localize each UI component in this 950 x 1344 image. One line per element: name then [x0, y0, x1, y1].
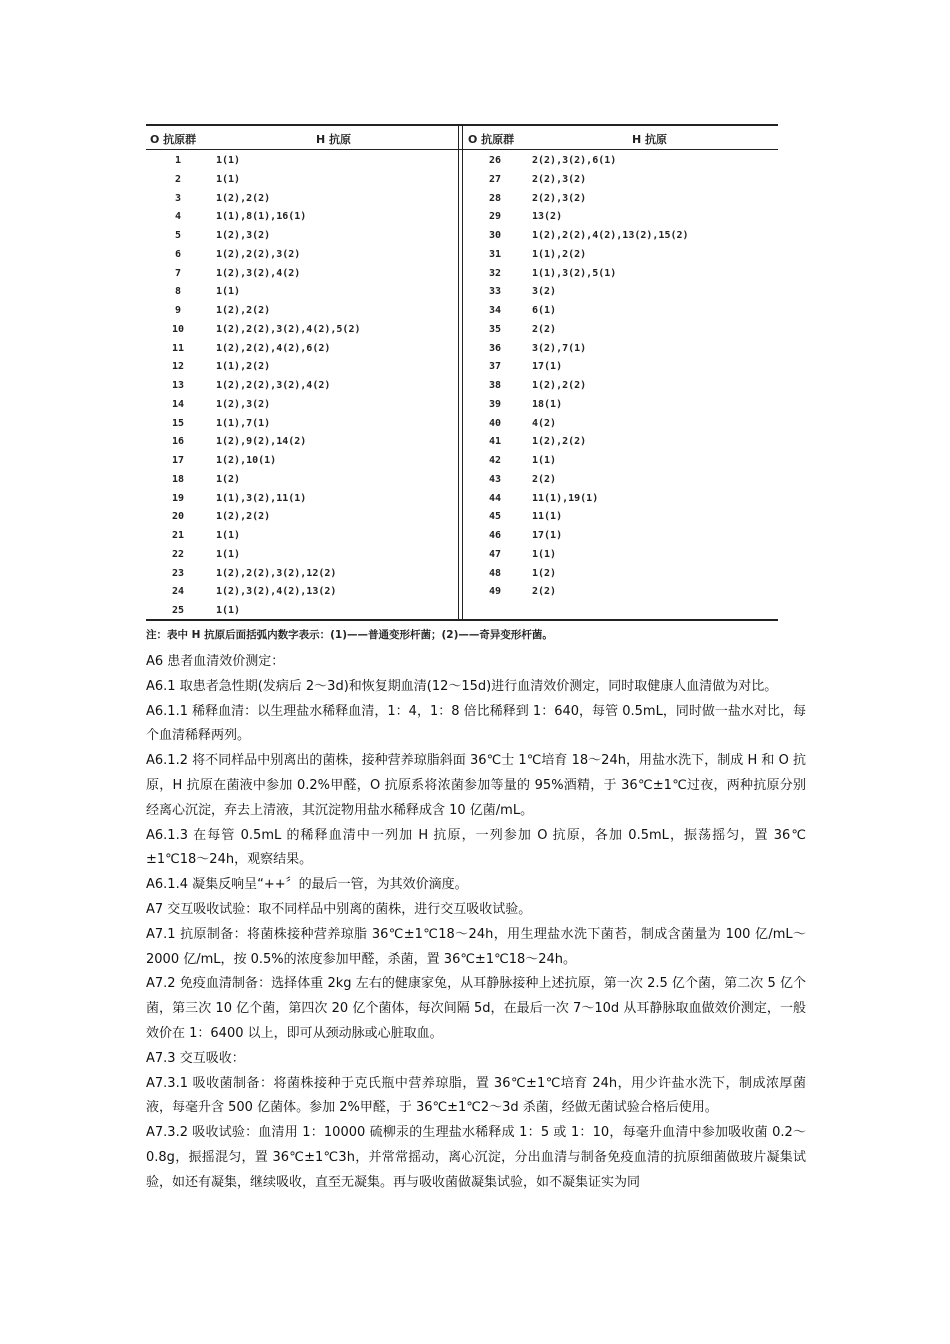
h-antigen-cell: 1(2),2(2),3(2),12(2) [216, 567, 337, 579]
table-row [146, 209, 563, 228]
paragraph: A6.1.2 将不同样品中别离出的菌株，接种营养琼脂斜面 36℃士 1℃培育 18～24h，用盐水洗下，制成 H 和 O 抗原，H 抗原在菌液中参加 0.2%甲醛，O 抗原系将浓菌参加等量的 95%酒精，于 36℃±1℃过夜，两种抗原分别经离心沉淀，弃去上清液，其沉淀物用盐水稀释成含 10 亿菌/mL。 [146, 753, 806, 818]
h-antigen-cell: 1(2),2(2),3(2),4(2),5(2) [216, 323, 361, 335]
h-antigen-cell: 1(1) [216, 286, 241, 298]
table-row [146, 566, 557, 585]
table-row [146, 153, 617, 172]
h-antigen-cell: 1(2),2(2),3(2),4(2) [216, 380, 331, 391]
table-row [146, 303, 557, 322]
h-antigen-cell: 1(2),2(2) [532, 380, 587, 391]
header-o-group-right: O 抗原群 [468, 133, 515, 146]
h-antigen-cell: 1(1),8(1),16(1) [216, 211, 307, 223]
h-antigen-cell: 1(1),2(2) [532, 248, 587, 260]
h-antigen-cell: 2(2),3(2),6(1) [532, 155, 617, 166]
h-antigen-cell: 1(2),2(2) [532, 436, 587, 448]
h-antigen-cell: 1(1) [216, 530, 241, 541]
table-divider-right [462, 124, 463, 621]
o-group-cell: 23 [171, 567, 185, 579]
o-group-cell: 5 [174, 230, 182, 241]
o-group-cell: 8 [174, 286, 182, 298]
h-antigen-cell: 2(2) [532, 586, 557, 598]
o-group-cell: 31 [488, 248, 502, 260]
h-antigen-cell: 2(2),3(2) [532, 192, 587, 204]
table-row [146, 584, 557, 603]
header-h-antigen-right: H 抗原 [632, 133, 668, 146]
table-row [146, 378, 587, 397]
header-h-antigen-left: H 抗原 [316, 133, 352, 146]
o-group-cell: 6 [174, 248, 182, 260]
body-text [146, 650, 806, 1196]
table-row [146, 528, 563, 547]
table-row [146, 434, 587, 453]
h-antigen-cell: 6(1) [532, 305, 557, 316]
table-row [146, 322, 557, 341]
table-row [146, 359, 563, 378]
table-note: 注：表中 H 抗原后面括弧内数字表示：(1)——普通变形杆菌；(2)——奇异变形杆菌。 [146, 629, 553, 641]
h-antigen-cell: 1(1),7(1) [216, 417, 271, 429]
paragraph: A6.1.4 凝集反响呈“++〞的最后一管，为其效价滴度。 [146, 877, 468, 893]
paragraph: A6.1.1 稀释血清：以生理盐水稀释血清，1：4，1：8 倍比稀释到 1：640，每管 0.5mL，同时做一盐水对比，每个血清稀释两列。 [146, 703, 806, 744]
table-divider-left [458, 124, 459, 621]
o-group-cell: 14 [171, 398, 185, 410]
o-group-cell: 1 [174, 155, 182, 166]
h-antigen-cell: 1(2),3(2),4(2) [216, 267, 301, 279]
table-row [146, 491, 599, 510]
h-antigen-cell: 13(2) [532, 211, 563, 223]
o-group-cell: 11 [171, 342, 185, 354]
h-antigen-cell: 3(2) [532, 286, 557, 298]
o-group-cell: 48 [488, 567, 502, 579]
h-antigen-cell: 1(1) [216, 173, 241, 185]
table-row [146, 472, 557, 491]
o-group-cell: 24 [171, 586, 185, 598]
o-group-cell: 21 [171, 530, 185, 541]
h-antigen-cell: 2(2) [532, 473, 557, 485]
h-antigen-cell: 1(2),3(2),4(2),13(2) [216, 586, 337, 598]
table-row [146, 453, 557, 472]
h-antigen-cell: 1(2) [532, 567, 557, 579]
o-group-cell: 16 [171, 436, 185, 448]
o-group-cell: 26 [488, 155, 502, 166]
table-row [146, 341, 587, 360]
h-antigen-cell: 1(2),2(2),4(2),6(2) [216, 342, 331, 354]
h-antigen-cell: 1(2),3(2) [216, 398, 271, 410]
o-group-cell: 39 [488, 398, 502, 410]
paragraph: A6.1.3 在每管 0.5mL 的稀释血清中一列加 H 抗原，一列参加 O 抗原，各加 0.5mL，振荡摇匀，置 36℃±1℃18～24h，观察结果。 [146, 827, 806, 868]
table-row [146, 266, 617, 285]
h-antigen-cell: 1(2),2(2) [216, 511, 271, 523]
o-group-cell: 30 [488, 230, 502, 241]
h-antigen-cell: 1(1) [216, 548, 241, 560]
table-row [146, 547, 557, 566]
o-group-cell: 44 [488, 492, 502, 504]
o-group-cell: 10 [171, 323, 185, 335]
h-antigen-cell: 1(2),9(2),14(2) [216, 436, 307, 448]
o-group-cell: 40 [488, 417, 502, 429]
o-group-cell: 4 [174, 211, 182, 223]
h-antigen-cell: 1(2),3(2) [216, 230, 271, 241]
h-antigen-cell: 1(1),3(2),5(1) [532, 267, 617, 279]
o-group-cell: 7 [174, 267, 182, 279]
o-group-cell: 46 [488, 530, 502, 541]
o-group-cell: 3 [174, 192, 182, 204]
h-antigen-cell: 11(1) [532, 511, 563, 523]
o-group-cell: 41 [488, 436, 502, 448]
o-group-cell: 45 [488, 511, 502, 523]
o-group-cell: 28 [488, 192, 502, 204]
paragraph: A6.1 取患者急性期(发病后 2～3d)和恢复期血清(12～15d)进行血清效价测定，同时取健康人血清做为对比。 [146, 678, 778, 694]
o-group-cell: 20 [171, 511, 185, 523]
h-antigen-cell: 18(1) [532, 398, 563, 410]
h-antigen-cell: 1(2),2(2),4(2),13(2),15(2) [532, 230, 689, 241]
antigen-table-figure [146, 124, 778, 624]
table-row [146, 228, 689, 247]
h-antigen-cell: 2(2),3(2) [532, 173, 587, 185]
o-group-cell: 43 [488, 473, 502, 485]
paragraph: A7.3.2 吸收试验：血清用 1：10000 硫柳汞的生理盐水稀释成 1：5 或 1：10，每毫升血清中参加吸收菌 0.2～0.8g，振摇混匀，置 36℃±1℃3h，并常常摇动，离心沉淀，分出血清与制备免疫血清的抗原细菌做玻片凝集试验，如还有凝集，继续吸收，直至无凝集。再与吸收菌做凝集试验，如不凝集证实为同 [146, 1125, 806, 1190]
o-group-cell: 25 [171, 605, 185, 616]
h-antigen-cell: 1(2),10(1) [216, 455, 277, 466]
h-antigen-cell: 1(1) [532, 548, 557, 560]
h-antigen-cell: 1(2),2(2),3(2) [216, 248, 301, 260]
h-antigen-cell: 11(1),19(1) [532, 492, 599, 504]
o-group-cell: 13 [171, 380, 185, 391]
o-group-cell: 9 [174, 305, 182, 316]
o-group-cell: 32 [488, 267, 502, 279]
h-antigen-cell: 4(2) [532, 417, 557, 429]
h-antigen-cell: 1(2) [216, 473, 241, 485]
o-group-cell: 12 [171, 361, 185, 373]
o-group-cell: 27 [488, 173, 502, 185]
o-group-cell: 38 [488, 380, 502, 391]
o-group-cell: 17 [171, 455, 185, 466]
table-row [146, 191, 587, 210]
o-group-cell: 37 [488, 361, 502, 373]
h-antigen-cell: 2(2) [532, 323, 557, 335]
o-group-cell: 47 [488, 548, 502, 560]
o-group-cell: 18 [171, 473, 185, 485]
h-antigen-cell: 1(1),2(2) [216, 361, 271, 373]
o-group-cell: 42 [488, 455, 502, 466]
table-row [146, 284, 557, 303]
o-group-cell: 19 [171, 492, 185, 504]
h-antigen-cell: 1(1) [216, 155, 241, 166]
table-row [146, 172, 587, 191]
o-group-cell: 22 [171, 548, 185, 560]
h-antigen-cell: 17(1) [532, 361, 563, 373]
h-antigen-cell: 1(2),2(2) [216, 305, 271, 316]
o-group-cell: 15 [171, 417, 185, 429]
table-row [146, 416, 557, 435]
h-antigen-cell: 3(2),7(1) [532, 342, 587, 354]
o-group-cell: 2 [174, 173, 182, 185]
h-antigen-cell: 1(1) [216, 605, 241, 616]
o-group-cell: 35 [488, 323, 502, 335]
h-antigen-cell: 1(1) [532, 455, 557, 466]
paragraph: A7.3.1 吸收菌制备：将菌株接种于克氏瓶中营养琼脂，置 36℃±1℃培育 24h，用少许盐水洗下，制成浓厚菌液，每毫升含 500 亿菌体。参加 2%甲醛，于 36℃±1℃2～3d 杀菌，经做无菌试验合格后使用。 [146, 1075, 806, 1116]
o-group-cell: 34 [488, 305, 502, 316]
paragraph: A7.3 交互吸收： [146, 1050, 245, 1066]
paragraph: A7.2 免疫血清制备：选择体重 2kg 左右的健康家兔，从耳静脉接种上述抗原，第一次 2.5 亿个菌，第二次 5 亿个菌，第三次 10 亿个菌，第四次 20 亿个菌体，每次间隔 5d，在最后一次 7～10d 从耳静脉取血做效价测定，一般效价在 1：6400 以上，即可从颈动脉或心脏取血。 [146, 976, 806, 1041]
paragraph: A6 患者血清效价测定： [146, 654, 285, 669]
table-row [146, 397, 563, 416]
header-o-group-left: O 抗原群 [150, 133, 197, 146]
paragraph: A7.1 抗原制备：将菌株接种营养琼脂 36℃±1℃18～24h，用生理盐水洗下菌苔，制成含菌量为 100 亿/mL～2000 亿/mL，按 0.5%的浓度参加甲醛，杀菌，置 36℃±1℃18～24h。 [146, 926, 806, 967]
table-row [146, 247, 587, 266]
table-row [146, 603, 458, 622]
o-group-cell: 49 [488, 586, 502, 598]
h-antigen-cell: 1(1),3(2),11(1) [216, 492, 307, 504]
o-group-cell: 36 [488, 342, 502, 354]
h-antigen-cell: 1(2),2(2) [216, 192, 271, 204]
h-antigen-cell: 17(1) [532, 530, 563, 541]
table-row [146, 509, 563, 528]
paragraph: A7 交互吸收试验：取不同样品中别离的菌株，进行交互吸收试验。 [146, 901, 532, 917]
o-group-cell: 29 [488, 211, 502, 223]
o-group-cell: 33 [488, 286, 502, 298]
